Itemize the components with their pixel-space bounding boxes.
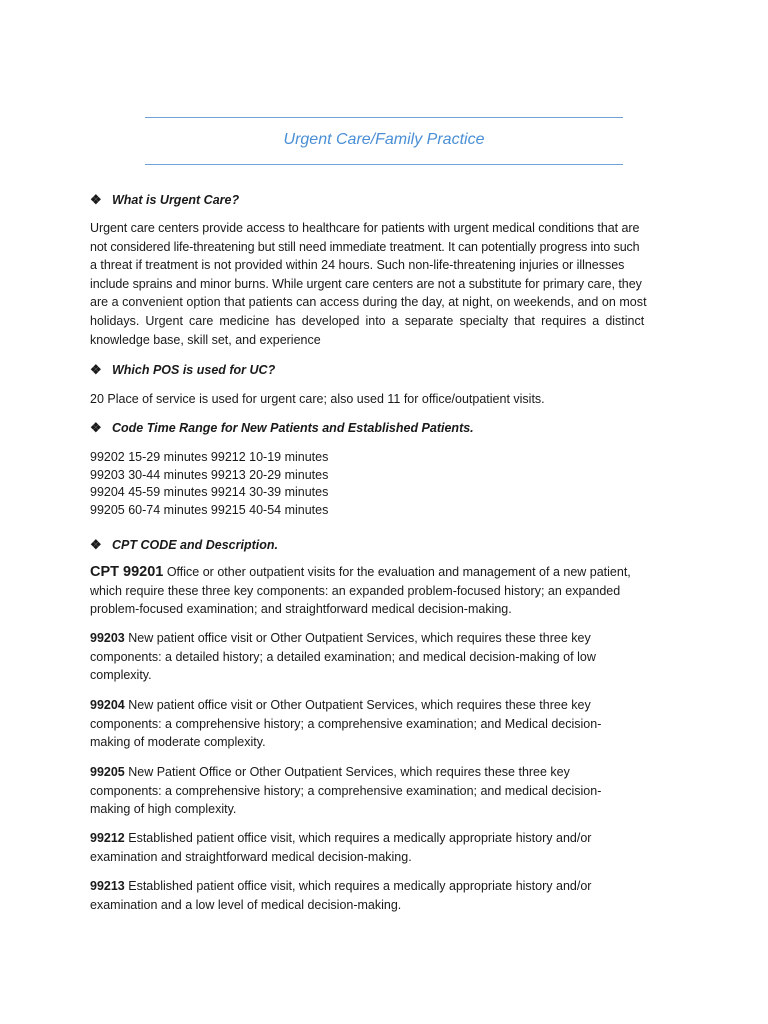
heading-what-is-urgent-care xyxy=(90,192,239,208)
diamond-bullet-icon: ❖ xyxy=(90,537,102,552)
cpt-code: 99205 xyxy=(90,765,125,779)
cpt-entry-99212 xyxy=(90,829,690,866)
cpt-code: 99203 xyxy=(90,631,125,645)
paragraph-line: not considered life-threatening but still need immediate treatment. It can potentially progress into such xyxy=(90,239,640,254)
cpt-description: New patient office visit or Other Outpatient Services, which requires these three key xyxy=(124,631,591,645)
cpt-description-line: which require these three key components: an expanded problem-focused history; an expanded xyxy=(90,583,621,598)
cpt-description-line: making of moderate complexity. xyxy=(90,735,266,750)
code-time-row: 99203 30-44 minutes 99213 20-29 minutes xyxy=(90,467,329,482)
cpt-description: New patient office visit or Other Outpatient Services, which requires these three key xyxy=(124,698,591,712)
cpt-description-line: making of high complexity. xyxy=(90,802,237,817)
cpt-description-line: components: a detailed history; a detailed examination; and medical decision-making of low xyxy=(90,649,596,664)
cpt-code: CPT 99201 xyxy=(90,564,164,580)
title-rule-bottom xyxy=(145,164,623,165)
paragraph-line: Urgent care centers provide access to healthcare for patients with urgent medical conditions that are xyxy=(90,221,640,235)
heading-cpt-code xyxy=(90,537,278,553)
cpt-description-line: components: a comprehensive history; a comprehensive examination; and Medical decision- xyxy=(90,716,602,731)
cpt-description: Established patient office visit, which requires a medically appropriate history and/or xyxy=(124,879,592,893)
cpt-description-line: complexity. xyxy=(90,668,152,683)
urgent-care-paragraph xyxy=(90,219,677,349)
paragraph-line: a threat if treatment is not provided within 24 hours. Such non-life-threatening injuries or illnesses xyxy=(90,258,625,273)
diamond-bullet-icon: ❖ xyxy=(90,192,102,207)
cpt-code: 99204 xyxy=(90,698,125,712)
paragraph-line: holidays. Urgent care medicine has developed into a separate specialty that requires a distinct xyxy=(90,313,645,328)
code-time-row: 99204 45-59 minutes 99214 30-39 minutes xyxy=(90,485,329,499)
pos-paragraph: 20 Place of service is used for urgent care; also used 11 for office/outpatient visits. xyxy=(90,392,545,406)
paragraph-line: knowledge base, skill set, and experience xyxy=(90,332,321,347)
paragraph-line: include sprains and minor burns. While urgent care centers are not a substitute for primary care, they xyxy=(90,276,642,291)
heading-text: Which POS is used for UC? xyxy=(112,363,276,377)
cpt-entry-99204 xyxy=(90,696,690,752)
cpt-entry-99205 xyxy=(90,763,690,819)
cpt-code: 99213 xyxy=(90,879,125,893)
diamond-bullet-icon: ❖ xyxy=(90,362,102,377)
cpt-entry-99201 xyxy=(90,563,690,619)
heading-text: What is Urgent Care? xyxy=(112,193,240,207)
cpt-description-line: examination and a low level of medical decision-making. xyxy=(90,897,402,912)
paragraph-line: are a convenient option that patients can access during the day, at night, on weekends, and on most xyxy=(90,295,647,310)
heading-text: CPT CODE and Description. xyxy=(112,538,278,552)
cpt-entry-99203 xyxy=(90,629,690,685)
diamond-bullet-icon: ❖ xyxy=(90,420,102,435)
cpt-entry-99213 xyxy=(90,877,690,914)
code-time-row: 99202 15-29 minutes 99212 10-19 minutes xyxy=(90,450,329,464)
code-time-list xyxy=(90,449,328,519)
cpt-description-line: components: a comprehensive history; a comprehensive examination; and medical decision- xyxy=(90,783,602,798)
page-title: Urgent Care/Family Practice xyxy=(283,131,485,148)
heading-text: Code Time Range for New Patients and Established Patients. xyxy=(112,421,474,435)
cpt-description: Office or other outpatient visits for the evaluation and management of a new patient, xyxy=(163,565,631,579)
cpt-description-line: problem-focused examination; and straightforward medical decision-making. xyxy=(90,602,512,617)
heading-which-pos xyxy=(90,362,275,378)
code-time-row: 99205 60-74 minutes 99215 40-54 minutes xyxy=(90,502,329,517)
cpt-description-line: examination and straightforward medical decision-making. xyxy=(90,849,412,864)
cpt-description: New Patient Office or Other Outpatient Services, which requires these three key xyxy=(124,765,570,779)
title-rule-top xyxy=(145,117,623,118)
cpt-code: 99212 xyxy=(90,831,125,845)
heading-code-time-range xyxy=(90,420,474,436)
cpt-description: Established patient office visit, which requires a medically appropriate history and/or xyxy=(124,831,592,845)
